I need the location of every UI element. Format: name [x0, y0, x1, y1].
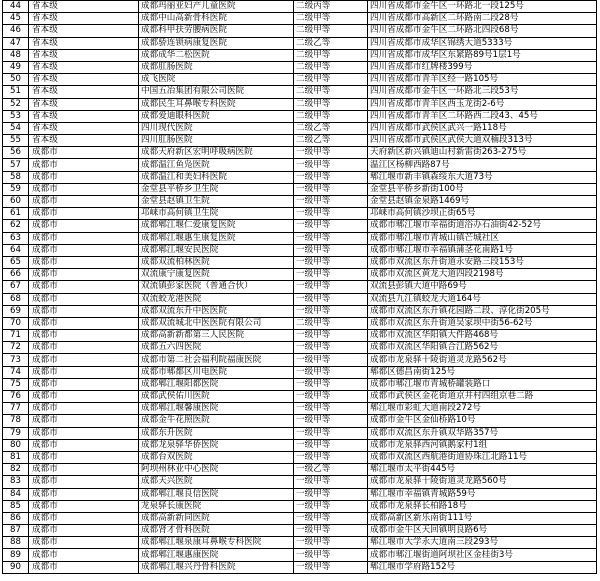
- admin-level-cell: 成都市: [29, 220, 139, 232]
- hospital-name-cell: 成都郫江堰馨康医院: [139, 403, 294, 415]
- table-row: [3, 549, 597, 561]
- hospital-address-cell: 双流县九江镇蛟龙大道164号: [368, 293, 597, 305]
- row-number-cell: 67: [3, 281, 29, 293]
- row-number-cell: 70: [3, 317, 29, 329]
- row-number-cell: 60: [3, 196, 29, 208]
- admin-level-cell: 省本级: [29, 122, 139, 134]
- admin-level-cell: 成都市: [29, 171, 139, 183]
- hospital-address-cell: 成都市郫江堰市幸福街道浴办石油街42-52号: [368, 220, 597, 232]
- hospital-grade-cell: 二级甲等: [294, 25, 368, 37]
- hospital-name-cell: 成都市第二社会福利院福康医院: [139, 354, 294, 366]
- table-row: [3, 183, 597, 195]
- hospital-name-cell: 成都民生耳鼻喉专科医院: [139, 98, 294, 110]
- hospital-name-cell: 双流康宁康复医院: [139, 269, 294, 281]
- row-number-cell: 88: [3, 537, 29, 549]
- hospital-address-cell: 四川省成都市青羊区西玉龙街2-6号: [368, 98, 597, 110]
- hospital-table-body: [3, 1, 597, 574]
- admin-level-cell: 成都市: [29, 208, 139, 220]
- row-number-cell: 77: [3, 403, 29, 415]
- table-row: [3, 86, 597, 98]
- hospital-address-cell: 金堂县平桥乡新街100号: [368, 183, 597, 195]
- hospital-grade-cell: 一级甲等: [294, 488, 368, 500]
- hospital-grade-cell: 一级甲等: [294, 403, 368, 415]
- admin-level-cell: 成都市: [29, 512, 139, 524]
- row-number-cell: 82: [3, 464, 29, 476]
- table-row: [3, 196, 597, 208]
- admin-level-cell: 成都市: [29, 330, 139, 342]
- admin-level-cell: 成都市: [29, 196, 139, 208]
- hospital-name-cell: 四川肛肠医院: [139, 135, 294, 147]
- table-row: [3, 451, 597, 463]
- row-number-cell: 74: [3, 366, 29, 378]
- row-number-cell: 65: [3, 256, 29, 268]
- hospital-grade-cell: 一级甲等: [294, 305, 368, 317]
- admin-level-cell: 成都市: [29, 537, 139, 549]
- hospital-grade-cell: 一级甲等: [294, 525, 368, 537]
- hospital-grade-cell: 一级甲等: [294, 330, 368, 342]
- hospital-grade-cell: 一级甲等: [294, 537, 368, 549]
- hospital-name-cell: 成都武侯佑川医院: [139, 391, 294, 403]
- hospital-grade-cell: 一级甲等: [294, 415, 368, 427]
- hospital-address-cell: 邛崃市高何镇沙坝正街65号: [368, 208, 597, 220]
- row-number-cell: 44: [3, 1, 29, 13]
- hospital-address-cell: 郫都区德昌南街125号: [368, 366, 597, 378]
- row-number-cell: 61: [3, 208, 29, 220]
- row-number-cell: 89: [3, 549, 29, 561]
- admin-level-cell: 成都市: [29, 366, 139, 378]
- table-row: [3, 525, 597, 537]
- hospital-grade-cell: 一级甲等: [294, 244, 368, 256]
- hospital-name-cell: 成飞医院: [139, 74, 294, 86]
- hospital-address-cell: 成都市金牛区金仙桥路10号: [368, 415, 597, 427]
- table-row: [3, 391, 597, 403]
- admin-level-cell: 省本级: [29, 98, 139, 110]
- table-row: [3, 37, 597, 49]
- hospital-grade-cell: 二级乙等: [294, 37, 368, 49]
- hospital-address-cell: 四川省成都市红牌楼399号: [368, 61, 597, 73]
- table-row: [3, 244, 597, 256]
- hospital-grade-cell: 一级乙等: [294, 464, 368, 476]
- row-number-cell: 71: [3, 330, 29, 342]
- admin-level-cell: 成都市: [29, 281, 139, 293]
- hospital-grade-cell: 二级甲等: [294, 49, 368, 61]
- hospital-address-cell: 四川省成都市金牛区一环路北三段53号: [368, 86, 597, 98]
- table-row: [3, 512, 597, 524]
- hospital-name-cell: 成都台双医院: [139, 451, 294, 463]
- hospital-name-cell: 邛崃市高何镇卫生院: [139, 208, 294, 220]
- table-row: [3, 561, 597, 573]
- table-row: [3, 13, 597, 25]
- admin-level-cell: 省本级: [29, 74, 139, 86]
- table-row: [3, 49, 597, 61]
- hospital-name-cell: 成都高新新都第三人民医院: [139, 330, 294, 342]
- hospital-address-cell: 成都市金牛区天回镇明良路6号: [368, 525, 597, 537]
- hospital-name-cell: 成都科甲扶劳腰病医院: [139, 25, 294, 37]
- hospital-address-cell: 成都市郫江堰市青城山镇芒城社区: [368, 232, 597, 244]
- hospital-name-cell: 成都五六四医院: [139, 342, 294, 354]
- row-number-cell: 81: [3, 451, 29, 463]
- hospital-grade-cell: 一级甲等: [294, 232, 368, 244]
- hospital-name-cell: 成都郫江堰良信医院: [139, 488, 294, 500]
- admin-level-cell: 成都市: [29, 378, 139, 390]
- hospital-name-cell: 成都龙泉驿华侨医院: [139, 439, 294, 451]
- admin-level-cell: 成都市: [29, 183, 139, 195]
- row-number-cell: 57: [3, 159, 29, 171]
- row-number-cell: 76: [3, 391, 29, 403]
- hospital-address-cell: 双流县彭镇大道中路69号: [368, 281, 597, 293]
- table-row: [3, 464, 597, 476]
- hospital-address-cell: 成都市双流区黄龙大道四段2198号: [368, 269, 597, 281]
- admin-level-cell: 成都市: [29, 500, 139, 512]
- admin-level-cell: 成都市: [29, 159, 139, 171]
- admin-level-cell: 省本级: [29, 1, 139, 13]
- hospital-name-cell: 成都郫江堰惠康医院: [139, 549, 294, 561]
- table-row: [3, 122, 597, 134]
- hospital-name-cell: 成都双流柏林医院: [139, 256, 294, 268]
- table-row: [3, 439, 597, 451]
- row-number-cell: 79: [3, 427, 29, 439]
- row-number-cell: 78: [3, 415, 29, 427]
- table-row: [3, 330, 597, 342]
- hospital-grade-cell: 一级甲等: [294, 476, 368, 488]
- table-row: [3, 269, 597, 281]
- hospital-address-cell: 成都市双流区东升镇花园路二段、淳化街205号: [368, 305, 597, 317]
- table-row: [3, 305, 597, 317]
- row-number-cell: 66: [3, 269, 29, 281]
- hospital-name-cell: 成都天府新区宏明呼吸病医院: [139, 147, 294, 159]
- hospital-address-cell: 郫江堰市新丰镇森绥东大道73号: [368, 171, 597, 183]
- hospital-grade-cell: 一级甲等: [294, 354, 368, 366]
- hospital-grade-cell: 一级甲等: [294, 342, 368, 354]
- table-row: [3, 366, 597, 378]
- table-row: [3, 342, 597, 354]
- hospital-grade-cell: 二级甲等: [294, 110, 368, 122]
- hospital-name-cell: 双流镇彭家医院（普通合伙）: [139, 281, 294, 293]
- hospital-name-cell: 成都双流东升中医医院: [139, 305, 294, 317]
- admin-level-cell: 成都市: [29, 403, 139, 415]
- hospital-grade-cell: 一级甲等: [294, 366, 368, 378]
- row-number-cell: 46: [3, 25, 29, 37]
- row-number-cell: 50: [3, 74, 29, 86]
- hospital-grade-cell: 一级甲等: [294, 427, 368, 439]
- hospital-name-cell: 成都肾才骨科医院: [139, 525, 294, 537]
- hospital-name-cell: 成都骄连锁病康复医院: [139, 37, 294, 49]
- row-number-cell: 85: [3, 500, 29, 512]
- table-row: [3, 427, 597, 439]
- hospital-address-cell: 成都市郫江堰街道阿坝社区金桂街3号: [368, 549, 597, 561]
- hospital-table: [2, 0, 597, 574]
- hospital-name-cell: 成都东升医院: [139, 427, 294, 439]
- hospital-name-cell: 阿坝州林业中心医院: [139, 464, 294, 476]
- admin-level-cell: 成都市: [29, 354, 139, 366]
- admin-level-cell: 省本级: [29, 61, 139, 73]
- hospital-address-cell: 四川省成都市金牛区一环路北一段125号: [368, 1, 597, 13]
- hospital-name-cell: 四川现代医院: [139, 122, 294, 134]
- admin-level-cell: 省本级: [29, 86, 139, 98]
- hospital-address-cell: 四川省成都市成华区东紧路89号1层1号: [368, 49, 597, 61]
- row-number-cell: 73: [3, 354, 29, 366]
- table-row: [3, 317, 597, 329]
- table-row: [3, 147, 597, 159]
- admin-level-cell: 成都市: [29, 232, 139, 244]
- admin-level-cell: 成都市: [29, 342, 139, 354]
- hospital-address-cell: 天府新区新兴镇迪山村新雷街263-275号: [368, 147, 597, 159]
- row-number-cell: 86: [3, 512, 29, 524]
- table-row: [3, 1, 597, 13]
- admin-level-cell: 成都市: [29, 391, 139, 403]
- hospital-grade-cell: 二级甲等: [294, 317, 368, 329]
- table-row: [3, 537, 597, 549]
- table-row: [3, 415, 597, 427]
- row-number-cell: 87: [3, 525, 29, 537]
- hospital-address-cell: 四川省成都市武侯区武侯大道双楠段313号: [368, 135, 597, 147]
- hospital-name-cell: 成都中山高新骨科医院: [139, 13, 294, 25]
- row-number-cell: 64: [3, 244, 29, 256]
- admin-level-cell: 省本级: [29, 37, 139, 49]
- table-row: [3, 98, 597, 110]
- row-number-cell: 63: [3, 232, 29, 244]
- hospital-grade-cell: 一级甲等: [294, 269, 368, 281]
- hospital-grade-cell: 一级甲等: [294, 208, 368, 220]
- hospital-grade-cell: 二级丙等: [294, 1, 368, 13]
- hospital-grade-cell: 一级甲等: [294, 171, 368, 183]
- hospital-name-cell: 成都温江和美妇科医院: [139, 171, 294, 183]
- row-number-cell: 62: [3, 220, 29, 232]
- row-number-cell: 68: [3, 293, 29, 305]
- hospital-name-cell: 金堂县平桥乡卫生院: [139, 183, 294, 195]
- hospital-address-cell: 四川省成都市成华区锦绣大道5333号: [368, 37, 597, 49]
- hospital-name-cell: 成都天兴医院: [139, 476, 294, 488]
- hospital-address-cell: 郫江堰市幸福镇青城路59号: [368, 488, 597, 500]
- table-row: [3, 208, 597, 220]
- hospital-address-cell: 四川省成都市青羊区二环路西二段43、45号: [368, 110, 597, 122]
- hospital-address-cell: 郫江堰市大学永大道南三段293号: [368, 537, 597, 549]
- hospital-grade-cell: 一级甲等: [294, 196, 368, 208]
- admin-level-cell: 成都市: [29, 305, 139, 317]
- hospital-name-cell: 成都双流城北中医医院有限公司: [139, 317, 294, 329]
- admin-level-cell: 成都市: [29, 269, 139, 281]
- hospital-grade-cell: 一级甲等: [294, 183, 368, 195]
- hospital-grade-cell: 二级乙等: [294, 122, 368, 134]
- row-number-cell: 45: [3, 13, 29, 25]
- row-number-cell: 59: [3, 183, 29, 195]
- hospital-grade-cell: 一级甲等: [294, 439, 368, 451]
- hospital-grade-cell: 一级甲等: [294, 378, 368, 390]
- hospital-grade-cell: 二级甲等: [294, 61, 368, 73]
- hospital-address-cell: 成都市双流区东升街道永安路三段153号: [368, 256, 597, 268]
- hospital-name-cell: 成都郫江堰阳都医院: [139, 378, 294, 390]
- hospital-address-cell: 成都市龙泉驿十陵街道灵龙路560号: [368, 476, 597, 488]
- hospital-address-cell: 成都市武侯区金花街道京井村四组京巷二路: [368, 391, 597, 403]
- hospital-address-cell: 郫江堰市学府路152号: [368, 561, 597, 573]
- admin-level-cell: 成都市: [29, 549, 139, 561]
- hospital-address-cell: 四川省成都市高新区二环路南二段28号: [368, 13, 597, 25]
- hospital-address-cell: 成都市双流区华阳镇大件路468号: [368, 330, 597, 342]
- table-row: [3, 403, 597, 415]
- admin-level-cell: 成都市: [29, 451, 139, 463]
- hospital-address-cell: 金堂县赵镇金泉路1469号: [368, 196, 597, 208]
- hospital-address-cell: 成都市龙泉驿十陵街道灵龙路562号: [368, 354, 597, 366]
- row-number-cell: 51: [3, 86, 29, 98]
- hospital-grade-cell: 一级甲等: [294, 500, 368, 512]
- admin-level-cell: 成都市: [29, 256, 139, 268]
- row-number-cell: 72: [3, 342, 29, 354]
- table-row: [3, 135, 597, 147]
- hospital-address-cell: 成都市双流区东升街道吴家坝中街56-62号: [368, 317, 597, 329]
- hospital-name-cell: 金堂县赵镇卫生院: [139, 196, 294, 208]
- hospital-name-cell: 成都金牛花照医院: [139, 415, 294, 427]
- hospital-address-cell: 四川省成都市金牛区二环路北四段68号: [368, 25, 597, 37]
- hospital-address-cell: 成都市双流区华阳镇合江路562号: [368, 342, 597, 354]
- table-row: [3, 159, 597, 171]
- hospital-grade-cell: 一级甲等: [294, 512, 368, 524]
- hospital-name-cell: 成都郫江堰泉康耳鼻喉专科医院: [139, 537, 294, 549]
- hospital-name-cell: 龙泉驿长康医院: [139, 500, 294, 512]
- hospital-address-cell: 四川省成都市武侯区武兴一路118号: [368, 122, 597, 134]
- table-row: [3, 378, 597, 390]
- admin-level-cell: 省本级: [29, 49, 139, 61]
- table-row: [3, 220, 597, 232]
- table-row: [3, 110, 597, 122]
- hospital-grade-cell: 二级乙等: [294, 135, 368, 147]
- row-number-cell: 49: [3, 61, 29, 73]
- admin-level-cell: 省本级: [29, 25, 139, 37]
- admin-level-cell: 省本级: [29, 13, 139, 25]
- admin-level-cell: 省本级: [29, 110, 139, 122]
- admin-level-cell: 成都市: [29, 476, 139, 488]
- table-row: [3, 293, 597, 305]
- hospital-name-cell: 成都郫江堰安民医院: [139, 244, 294, 256]
- hospital-address-cell: 成都市郫江堰市青城桥罐装路口: [368, 378, 597, 390]
- row-number-cell: 53: [3, 110, 29, 122]
- table-row: [3, 171, 597, 183]
- table-row: [3, 476, 597, 488]
- admin-level-cell: 成都市: [29, 439, 139, 451]
- admin-level-cell: 成都市: [29, 415, 139, 427]
- hospital-grade-cell: 一级甲等: [294, 391, 368, 403]
- row-number-cell: 54: [3, 122, 29, 134]
- table-row: [3, 232, 597, 244]
- admin-level-cell: 成都市: [29, 293, 139, 305]
- hospital-name-cell: 成都郫江堰兴丹骨科医院: [139, 561, 294, 573]
- row-number-cell: 69: [3, 305, 29, 317]
- hospital-address-cell: 成都市双流区西航港街道协珠江北路11号: [368, 451, 597, 463]
- admin-level-cell: 成都市: [29, 464, 139, 476]
- hospital-address-cell: 郫江堰市太平街445号: [368, 464, 597, 476]
- admin-level-cell: 成都市: [29, 147, 139, 159]
- table-row: [3, 61, 597, 73]
- hospital-grade-cell: 一级甲等: [294, 281, 368, 293]
- hospital-grade-cell: 一级甲等: [294, 256, 368, 268]
- table-row: [3, 281, 597, 293]
- hospital-address-cell: 成都高新区新乐南街111号: [368, 512, 597, 524]
- hospital-grade-cell: 一级甲等: [294, 293, 368, 305]
- hospital-grade-cell: 一级甲等: [294, 549, 368, 561]
- hospital-name-cell: 成都温江鱼凫医院: [139, 159, 294, 171]
- table-row: [3, 256, 597, 268]
- row-number-cell: 48: [3, 49, 29, 61]
- hospital-grade-cell: 二级甲等: [294, 86, 368, 98]
- hospital-grade-cell: 一级甲等: [294, 451, 368, 463]
- hospital-name-cell: 成都玛丽亚妇产儿童医院: [139, 1, 294, 13]
- admin-level-cell: 成都市: [29, 427, 139, 439]
- row-number-cell: 58: [3, 171, 29, 183]
- hospital-name-cell: 成都高新新同医院: [139, 512, 294, 524]
- row-number-cell: 55: [3, 135, 29, 147]
- row-number-cell: 84: [3, 488, 29, 500]
- row-number-cell: 56: [3, 147, 29, 159]
- row-number-cell: 83: [3, 476, 29, 488]
- admin-level-cell: 成都市: [29, 561, 139, 573]
- hospital-name-cell: 成都市郫都区川电医院: [139, 366, 294, 378]
- hospital-grade-cell: 二级甲等: [294, 13, 368, 25]
- admin-level-cell: 成都市: [29, 525, 139, 537]
- hospital-grade-cell: 二级甲等: [294, 74, 368, 86]
- row-number-cell: 47: [3, 37, 29, 49]
- hospital-address-cell: 四川省成都市青羊区经一路105号: [368, 74, 597, 86]
- hospital-address-cell: 郫江堰市彩虹大道南段272号: [368, 403, 597, 415]
- hospital-name-cell: 成都爱迪眼科医院: [139, 110, 294, 122]
- hospital-grade-cell: 二级甲等: [294, 98, 368, 110]
- admin-level-cell: 成都市: [29, 244, 139, 256]
- row-number-cell: 52: [3, 98, 29, 110]
- admin-level-cell: 成都市: [29, 317, 139, 329]
- table-row: [3, 354, 597, 366]
- hospital-address-cell: 成都市双流区东升镇双华路357号: [368, 427, 597, 439]
- row-number-cell: 80: [3, 439, 29, 451]
- hospital-name-cell: 中国五冶集团有限公司医院: [139, 86, 294, 98]
- admin-level-cell: 省本级: [29, 135, 139, 147]
- table-row: [3, 25, 597, 37]
- hospital-name-cell: 成都郫江堰惠生康复医院: [139, 232, 294, 244]
- hospital-address-cell: 成都市郫江堰市幸福镇蒲茎花南路1号: [368, 244, 597, 256]
- admin-level-cell: 成都市: [29, 488, 139, 500]
- table-row: [3, 500, 597, 512]
- hospital-address-cell: 成都市龙泉驿西河镇鹅家村1组: [368, 439, 597, 451]
- hospital-grade-cell: 一级甲等: [294, 147, 368, 159]
- hospital-name-cell: 成都郫江堰仁爱康复医院: [139, 220, 294, 232]
- hospital-address-cell: 成都市龙泉驿长柏路18号: [368, 500, 597, 512]
- hospital-grade-cell: 一级甲等: [294, 220, 368, 232]
- hospital-address-cell: 温江区杨柳西路87号: [368, 159, 597, 171]
- hospital-name-cell: 双流蛟龙港医院: [139, 293, 294, 305]
- hospital-grade-cell: 一级甲等: [294, 159, 368, 171]
- table-row: [3, 488, 597, 500]
- table-row: [3, 74, 597, 86]
- hospital-grade-cell: 一级甲等: [294, 561, 368, 573]
- hospital-name-cell: 成都成华二松医院: [139, 49, 294, 61]
- row-number-cell: 75: [3, 378, 29, 390]
- row-number-cell: 90: [3, 561, 29, 573]
- hospital-name-cell: 成都肛肠医院: [139, 61, 294, 73]
